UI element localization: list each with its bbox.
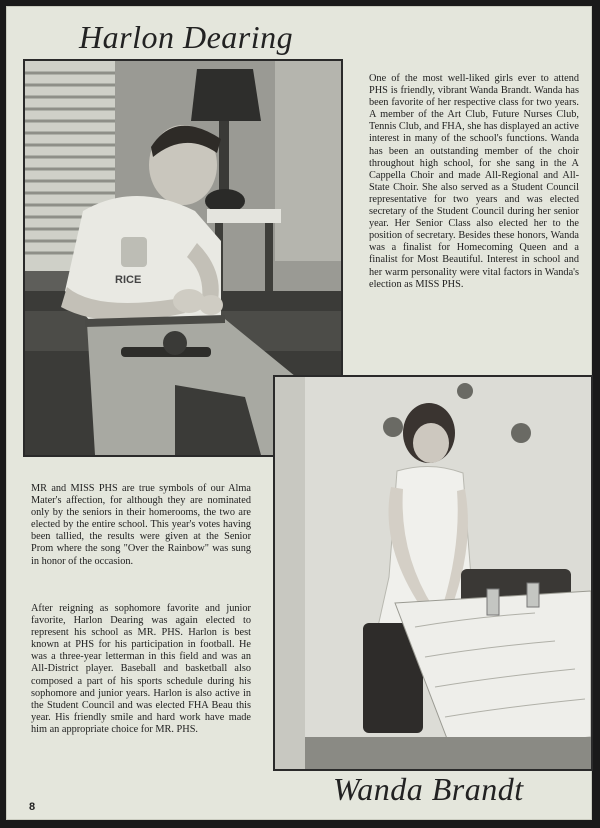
paragraph-wanda-brandt: One of the most well-liked girls ever to attend PHS is friendly, vibrant Wanda Brandt. Wanda has been favorite of her respective class for two years. A member of the Art Club, Future Nurses Club, Tennis Club, and FHA, she has displayed an active interest in many of the school's functions. Wanda has been an outstanding member of the choir throughout high school, for she sang in the A Cappella Choir and made All-Regional and All-State Choir. She also served as a Student Council representative for two years and was elected secretary of the Student Council during her senior year. Her Senior Class also elected her to the position of secretary. Besides these honors, Wanda was a finalist for Homecoming Queen and a finalist for Most Beautiful. Interest in school and her warm personality were vital factors in Wanda's election as MISS PHS. [369,73,579,290]
title-wanda-brandt: Wanda Brandt [333,771,524,807]
paragraph-mr-miss-phs-intro: MR and MISS PHS are true symbols of our Alma Mater's affection, for although they are nominated only by the seniors in their homerooms, the two are elected by the entire school. This year's votes having been tallied, the results were given at the Senior Prom where the song "Over the Rainbow" was sung in honor of the occasion. [31,483,251,567]
yearbook-page [6,6,592,820]
title-harlon-dearing: Harlon Dearing [79,19,294,55]
paragraph-harlon-dearing: After reigning as sophomore favorite and junior favorite, Harlon Dearing was again elected to represent his school as MR. PHS. Harlon is best known at PHS for his participation in football. He was a three-year letterman in this field and was an All-District player. Baseball and basketball also composed a part of his sports schedule during his sophomore and junior years. Harlon is also active in the Student Council and was elected FHA Beau this year. His friendly smile and hard work have made him an appropriate choice for MR. PHS. [31,603,251,735]
photo-wanda-brandt [273,375,593,771]
shirt-print-text: RICE [115,274,142,286]
page-number: 8 [29,801,36,813]
wanda-photo-illustration [275,377,591,769]
